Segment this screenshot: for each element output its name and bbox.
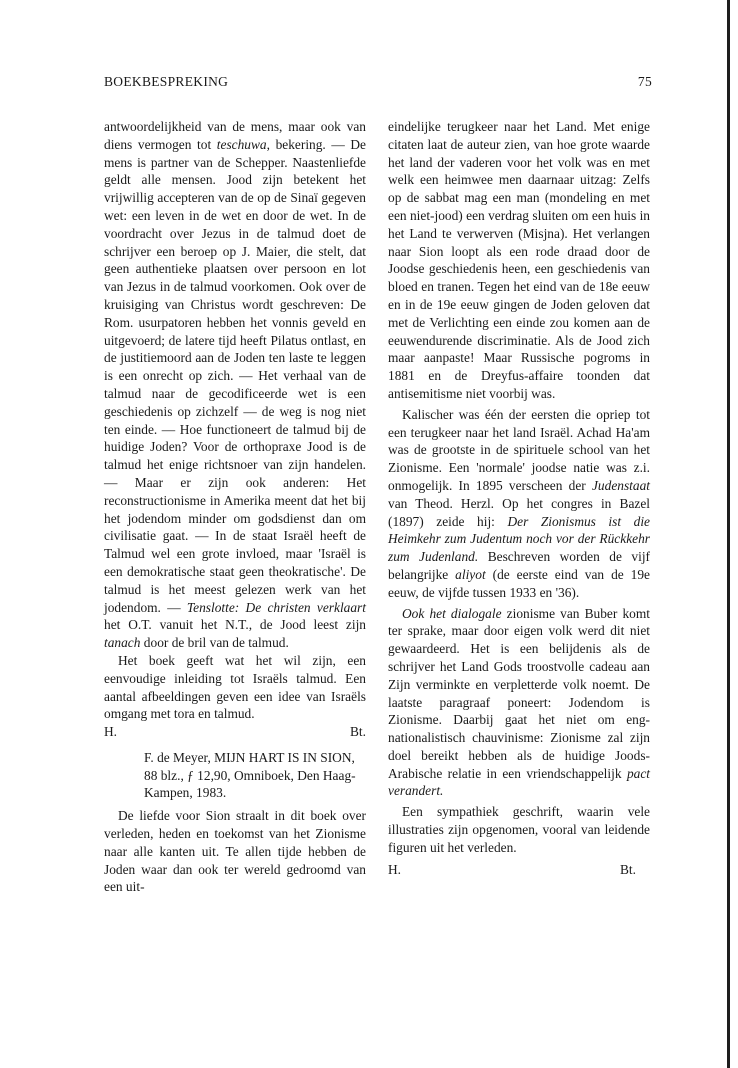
italic-text: Der Zionismus ist die Heimkehr zum Judentum noch vor der Rückkehr zum Judenland. bbox=[388, 513, 650, 565]
page-number: 75 bbox=[637, 74, 652, 89]
review-signature bbox=[104, 723, 366, 741]
page-edge-line bbox=[727, 0, 730, 1068]
reviewer-initial: H. bbox=[104, 724, 118, 740]
right-column bbox=[388, 118, 650, 878]
paragraph: Ook het dialogale zionisme van Buber komt ter sprake, maar door eigen volk werd dit niet gewaardeerd. Het is een belijdenis als de schrijver het Land Gods troostvolle cadeau aan Zijn verminkte en verpletterde volk noemt. De laatste paragraaf poneert: Jodendom is Zionisme. Daarbij gaat het niet om eng-nationalistisch chauvinisme: Zionisme zal zijn doel bereikt hebben als de huidige Joods-Arabische relatie in een vriendschappelijk pact verandert. bbox=[388, 605, 650, 799]
reviewer-initial: H. bbox=[388, 861, 402, 877]
italic-text: aliyot bbox=[455, 566, 486, 582]
reviewer-abbrev: Bt. bbox=[620, 861, 636, 877]
paragraph: Het boek geeft wat het wil zijn, een eenvoudige inleiding tot Israëls talmud. Een aantal afbeeldingen geven een idee van Israëls omgang met tora en talmud. bbox=[104, 652, 366, 722]
italic-text: Judenstaat bbox=[591, 477, 650, 493]
paragraph: Kalischer was één der eersten die opriep tot een terugkeer naar het land Israël. Achad Ha'am was de grootste in de spirituele school van het Zionisme. Een 'normale' joodse natie was z.i. onmogelijk. In 1895 verscheen der Judenstaat van Theod. Herzl. Op het congres in Bazel (1897) zeide hij: Der Zionismus ist die Heimkehr zum Judentum noch vor der Rückkehr zum Judenland. Beschreven worden de vijf belangrijke aliyot (de eerste eind van de 19e eeuw, de vijfde tussen 1933 en '36). bbox=[388, 406, 650, 600]
italic-text: Ook het dialogale bbox=[402, 605, 502, 621]
paragraph: eindelijke terugkeer naar het Land. Met enige citaten laat de auteur zien, van hoe grote waarde het land der vaderen voor het volk was en met welk een heimwee men daarnaar uitzag: Zelfs op de sabbat mag een man (mondeling en met een niet-jood) een verdrag sluiten om een huis in het Land te verwerven (Misjna). Het verlangen naar Sion loopt als een rode draad door de Joodse geschiedenis heen, een geschiedenis van bloed en tranen. Tegen het eind van de 18e eeuw en in de 19e eeuw gingen de Joden geloven dat met de Verlichting een einde zou komen aan de eeuwendurende discriminatie. Als de Jood zich maar aanpaste! Maar Russische pogroms in 1881 en de Dreyfus-affaire toonden dat antisemitisme niet voorbij was. bbox=[388, 119, 650, 401]
running-header: BOEKBESPREKING bbox=[104, 74, 229, 89]
italic-text: teschuwa bbox=[216, 136, 267, 152]
reviewer-abbrev: Bt. bbox=[350, 724, 366, 740]
paragraph: antwoordelijkheid van de mens, maar ook van diens vermogen tot teschuwa, bekering. — De mens is partner van de Schepper. Naastenliefde geldt alle mensen. Jood zijn betekent het vrijwillig accepteren van de op de Sinaï gegeven wet: een leven in de wet en door de wet. In de voordracht over Jezus in de talmud doet de schrijver een beroep op J. Maier, die stelt, dat geen authentieke plaatsen over persoon en lot van Jezus in de talmud voorkomen. Ook over de kruisiging van Christus wordt geschreven: De Rom. usurpatoren hebben het vonnis geveld en uitgevoerd; de latere tijd heeft Pilatus ontlast, en de justitiemoord aan de Joden ten laste te leggen is een onrecht op zich. — Het verhaal van de talmud naar de gecodificeerde wet is een geschiedenis op zichzelf — de weg is nog niet ten einde. — Hoe functioneert de talmud bij de huidige Joden? Voor de orthopraxe Jood is de talmud het enige richtsnoer van zijn handelen. — Maar er zijn ook anderen: Het reconstructionisme in Amerika meent dat het bij het jodendom minder om godsdienst dan om civilisatie gaat. — In de staat Israël heeft de Talmud wel een grote invloed, maar 'Israël is een demokratische staat geen theokratische'. De talmud is het meest gelezen werk van het jodendom. — Tenslotte: De christen verklaart het O.T. vanuit het N.T., de Jood leest zijn tanach door de bril van de talmud. bbox=[104, 119, 366, 651]
italic-text: pact verandert. bbox=[388, 765, 650, 799]
italic-text: tanach bbox=[104, 635, 141, 651]
book-citation: F. de Meyer, MIJN HART IS IN SION, 88 blz., ƒ 12,90, Omniboek, Den Haag-Kampen, 1983. bbox=[144, 749, 356, 801]
review-signature bbox=[388, 861, 650, 879]
paragraph: De liefde voor Sion straalt in dit boek over verleden, heden en toekomst van het Zionisme naar alle kanten uit. Te allen tijde hebben de Joden waar dan ook ter wereld gedroomd van een uit- bbox=[104, 808, 366, 895]
left-column bbox=[104, 118, 366, 896]
italic-text: Tenslotte: De christen verklaart bbox=[186, 599, 366, 615]
paragraph: Een sympathiek geschrift, waarin vele illustraties zijn opgenomen, vooral van leidende figuren uit het verleden. bbox=[388, 804, 650, 855]
page-header bbox=[104, 74, 652, 90]
